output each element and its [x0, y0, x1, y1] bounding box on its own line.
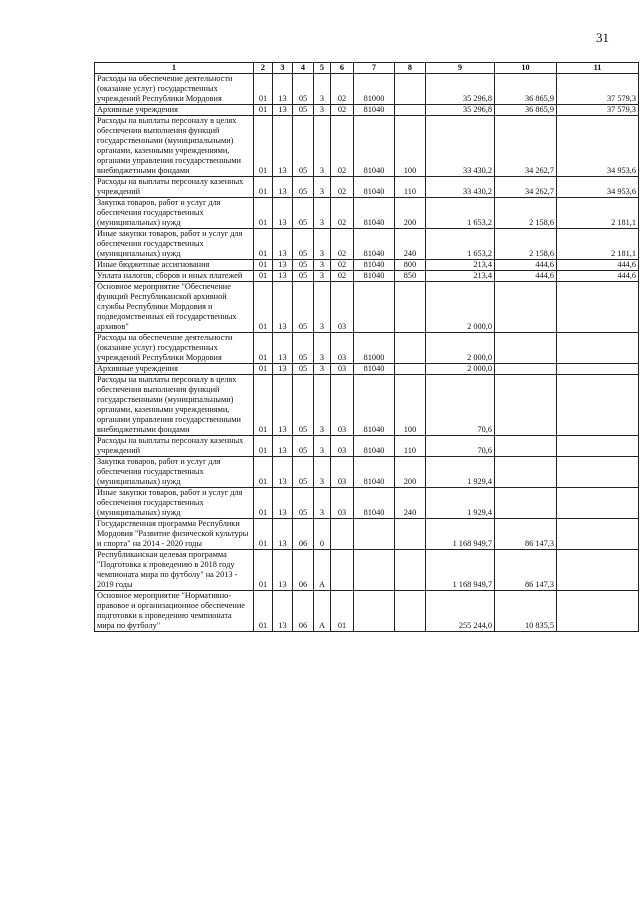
cell-code-3: 13 — [273, 177, 293, 198]
cell-code-6 — [331, 519, 354, 550]
cell-code-5: 3 — [314, 436, 331, 457]
cell-amount-11: 34 953,6 — [557, 177, 639, 198]
table-row — [95, 333, 639, 364]
cell-amount-10 — [495, 436, 557, 457]
cell-code-4: 05 — [293, 198, 314, 229]
cell-code-8 — [395, 519, 426, 550]
cell-code-6: 03 — [331, 375, 354, 436]
row-description: Основное мероприятие "Обеспечение функций Республиканской архивной службы Республики Мордовия и подведомственных ей государственных архивов" — [95, 282, 254, 333]
cell-code-7: 81040 — [354, 364, 395, 375]
cell-code-2: 01 — [254, 229, 273, 260]
cell-code-4: 05 — [293, 375, 314, 436]
cell-amount-11: 34 953,6 — [557, 116, 639, 177]
cell-code-4: 05 — [293, 271, 314, 282]
cell-amount-9: 213,4 — [426, 260, 495, 271]
cell-code-2: 01 — [254, 375, 273, 436]
cell-code-4: 06 — [293, 550, 314, 591]
table-row — [95, 364, 639, 375]
cell-amount-9: 2 000,0 — [426, 282, 495, 333]
row-description: Расходы на выплаты персоналу в целях обеспечения выполнения функций государственными (муниципальными) органами, казенными учреждениями, органами управления государственными внебюджетными фондами — [95, 116, 254, 177]
cell-code-3: 13 — [273, 591, 293, 632]
cell-code-6: 03 — [331, 488, 354, 519]
cell-code-4: 05 — [293, 364, 314, 375]
table-row — [95, 74, 639, 105]
table-row — [95, 488, 639, 519]
cell-code-4: 05 — [293, 116, 314, 177]
cell-amount-10: 86 147,3 — [495, 550, 557, 591]
cell-code-4: 06 — [293, 591, 314, 632]
row-description: Уплата налогов, сборов и иных платежей — [95, 271, 254, 282]
cell-code-4: 05 — [293, 260, 314, 271]
cell-code-6: 03 — [331, 436, 354, 457]
cell-code-7 — [354, 591, 395, 632]
row-description: Закупка товаров, работ и услуг для обеспечения государственных (муниципальных) нужд — [95, 198, 254, 229]
cell-code-4: 06 — [293, 519, 314, 550]
cell-code-3: 13 — [273, 271, 293, 282]
row-description: Расходы на выплаты персоналу казенных учреждений — [95, 436, 254, 457]
cell-amount-11 — [557, 519, 639, 550]
column-header: 6 — [331, 63, 354, 74]
cell-code-6: 01 — [331, 591, 354, 632]
cell-code-8: 100 — [395, 116, 426, 177]
cell-code-4: 05 — [293, 333, 314, 364]
cell-amount-11: 37 579,3 — [557, 74, 639, 105]
row-description: Архивные учреждения — [95, 105, 254, 116]
row-description: Расходы на выплаты персоналу в целях обеспечения выполнения функций государственными (муниципальными) органами, казенными учреждениями, органами управления государственными внебюджетными фондами — [95, 375, 254, 436]
cell-code-6 — [331, 550, 354, 591]
cell-amount-10: 86 147,3 — [495, 519, 557, 550]
cell-amount-9: 35 296,8 — [426, 105, 495, 116]
row-description: Иные бюджетные ассигнования — [95, 260, 254, 271]
cell-code-7 — [354, 550, 395, 591]
row-description: Иные закупки товаров, работ и услуг для обеспечения государственных (муниципальных) нужд — [95, 229, 254, 260]
cell-code-6: 02 — [331, 105, 354, 116]
cell-amount-11: 2 181,1 — [557, 198, 639, 229]
cell-amount-9: 255 244,0 — [426, 591, 495, 632]
cell-amount-11 — [557, 375, 639, 436]
cell-code-8 — [395, 74, 426, 105]
cell-amount-9: 1 653,2 — [426, 198, 495, 229]
table-row — [95, 519, 639, 550]
cell-code-8: 110 — [395, 436, 426, 457]
table-row — [95, 177, 639, 198]
cell-code-2: 01 — [254, 333, 273, 364]
table-row — [95, 105, 639, 116]
cell-code-6: 03 — [331, 457, 354, 488]
cell-code-8 — [395, 550, 426, 591]
cell-code-2: 01 — [254, 436, 273, 457]
cell-code-5: А — [314, 550, 331, 591]
cell-code-6: 02 — [331, 271, 354, 282]
cell-code-4: 05 — [293, 177, 314, 198]
cell-code-5: 3 — [314, 271, 331, 282]
row-description: Иные закупки товаров, работ и услуг для обеспечения государственных (муниципальных) нужд — [95, 488, 254, 519]
row-description: Расходы на обеспечение деятельности (оказание услуг) государственных учреждений Республики Мордовия — [95, 74, 254, 105]
table-row — [95, 271, 639, 282]
cell-amount-11: 2 181,1 — [557, 229, 639, 260]
cell-amount-9: 33 430,2 — [426, 177, 495, 198]
cell-code-8 — [395, 282, 426, 333]
cell-amount-10: 444,6 — [495, 260, 557, 271]
cell-code-3: 13 — [273, 333, 293, 364]
cell-code-7: 81040 — [354, 436, 395, 457]
cell-amount-10 — [495, 364, 557, 375]
table-row — [95, 591, 639, 632]
cell-amount-11 — [557, 457, 639, 488]
cell-code-3: 13 — [273, 364, 293, 375]
cell-code-3: 13 — [273, 260, 293, 271]
cell-code-5: 3 — [314, 488, 331, 519]
cell-code-7 — [354, 282, 395, 333]
cell-code-4: 05 — [293, 74, 314, 105]
table-row — [95, 457, 639, 488]
cell-code-6: 02 — [331, 198, 354, 229]
column-header: 8 — [395, 63, 426, 74]
cell-amount-10 — [495, 457, 557, 488]
cell-amount-9: 1 929,4 — [426, 488, 495, 519]
cell-code-2: 01 — [254, 519, 273, 550]
row-description: Архивные учреждения — [95, 364, 254, 375]
cell-code-2: 01 — [254, 364, 273, 375]
row-description: Государственная программа Республики Мордовия "Развитие физической культуры и спорта" на 2014 - 2020 годы — [95, 519, 254, 550]
cell-code-7: 81000 — [354, 333, 395, 364]
cell-code-6: 03 — [331, 333, 354, 364]
cell-code-3: 13 — [273, 550, 293, 591]
cell-amount-9: 213,4 — [426, 271, 495, 282]
cell-code-4: 05 — [293, 436, 314, 457]
cell-code-2: 01 — [254, 260, 273, 271]
cell-code-3: 13 — [273, 488, 293, 519]
table-row — [95, 229, 639, 260]
cell-amount-10 — [495, 282, 557, 333]
cell-code-6: 02 — [331, 260, 354, 271]
cell-code-3: 13 — [273, 105, 293, 116]
column-header: 5 — [314, 63, 331, 74]
column-header: 7 — [354, 63, 395, 74]
cell-code-2: 01 — [254, 457, 273, 488]
table-row — [95, 550, 639, 591]
cell-amount-11 — [557, 591, 639, 632]
cell-code-7: 81040 — [354, 375, 395, 436]
cell-amount-9: 1 168 949,7 — [426, 519, 495, 550]
cell-code-4: 05 — [293, 457, 314, 488]
column-header: 3 — [273, 63, 293, 74]
row-description: Расходы на выплаты персоналу казенных учреждений — [95, 177, 254, 198]
cell-code-2: 01 — [254, 116, 273, 177]
cell-amount-11: 37 579,3 — [557, 105, 639, 116]
cell-code-2: 01 — [254, 488, 273, 519]
cell-code-7: 81040 — [354, 271, 395, 282]
page-number: 31 — [596, 30, 609, 45]
column-header: 11 — [557, 63, 639, 74]
cell-amount-9: 35 296,8 — [426, 74, 495, 105]
cell-code-8: 850 — [395, 271, 426, 282]
table-row — [95, 375, 639, 436]
cell-code-5: 3 — [314, 116, 331, 177]
cell-code-8 — [395, 333, 426, 364]
row-description: Расходы на обеспечение деятельности (оказание услуг) государственных учреждений Республики Мордовия — [95, 333, 254, 364]
cell-code-7: 81040 — [354, 488, 395, 519]
cell-code-6: 02 — [331, 229, 354, 260]
cell-code-2: 01 — [254, 550, 273, 591]
cell-code-8: 800 — [395, 260, 426, 271]
cell-amount-10 — [495, 375, 557, 436]
column-header: 4 — [293, 63, 314, 74]
cell-code-7 — [354, 519, 395, 550]
cell-code-5: 3 — [314, 198, 331, 229]
cell-code-7: 81040 — [354, 116, 395, 177]
cell-amount-10: 10 835,5 — [495, 591, 557, 632]
cell-amount-10: 36 865,9 — [495, 105, 557, 116]
cell-code-8: 200 — [395, 198, 426, 229]
cell-code-5: 3 — [314, 229, 331, 260]
cell-amount-11 — [557, 488, 639, 519]
table-row — [95, 260, 639, 271]
cell-code-8 — [395, 591, 426, 632]
cell-code-7: 81040 — [354, 457, 395, 488]
cell-code-7: 81000 — [354, 74, 395, 105]
cell-code-5: 3 — [314, 177, 331, 198]
cell-code-5: 3 — [314, 457, 331, 488]
cell-code-3: 13 — [273, 436, 293, 457]
cell-amount-10: 2 158,6 — [495, 229, 557, 260]
cell-amount-11: 444,6 — [557, 271, 639, 282]
cell-amount-11 — [557, 364, 639, 375]
cell-code-8: 110 — [395, 177, 426, 198]
column-header: 2 — [254, 63, 273, 74]
cell-code-3: 13 — [273, 282, 293, 333]
cell-code-2: 01 — [254, 74, 273, 105]
cell-code-4: 05 — [293, 488, 314, 519]
cell-code-7: 81040 — [354, 229, 395, 260]
row-description: Закупка товаров, работ и услуг для обеспечения государственных (муниципальных) нужд — [95, 457, 254, 488]
cell-amount-9: 1 929,4 — [426, 457, 495, 488]
cell-amount-11 — [557, 436, 639, 457]
cell-amount-11 — [557, 282, 639, 333]
cell-amount-9: 1 168 949,7 — [426, 550, 495, 591]
cell-code-5: 0 — [314, 519, 331, 550]
cell-amount-10: 36 865,9 — [495, 74, 557, 105]
cell-amount-11 — [557, 550, 639, 591]
cell-code-6: 02 — [331, 116, 354, 177]
cell-code-3: 13 — [273, 198, 293, 229]
cell-code-3: 13 — [273, 74, 293, 105]
table-row — [95, 282, 639, 333]
cell-code-7: 81040 — [354, 198, 395, 229]
cell-amount-9: 33 430,2 — [426, 116, 495, 177]
table-row — [95, 198, 639, 229]
cell-amount-9: 2 000,0 — [426, 364, 495, 375]
cell-amount-10: 34 262,7 — [495, 177, 557, 198]
cell-code-2: 01 — [254, 105, 273, 116]
cell-amount-10: 34 262,7 — [495, 116, 557, 177]
cell-code-5: 3 — [314, 105, 331, 116]
column-header: 9 — [426, 63, 495, 74]
cell-code-8 — [395, 105, 426, 116]
cell-code-3: 13 — [273, 375, 293, 436]
cell-code-2: 01 — [254, 282, 273, 333]
table-row — [95, 436, 639, 457]
cell-code-7: 81040 — [354, 260, 395, 271]
cell-amount-9: 1 653,2 — [426, 229, 495, 260]
cell-code-2: 01 — [254, 271, 273, 282]
cell-code-3: 13 — [273, 229, 293, 260]
cell-code-8 — [395, 364, 426, 375]
cell-code-5: А — [314, 591, 331, 632]
cell-code-7: 81040 — [354, 177, 395, 198]
column-header: 10 — [495, 63, 557, 74]
cell-amount-11: 444,6 — [557, 260, 639, 271]
budget-table — [94, 62, 639, 632]
cell-code-5: 3 — [314, 74, 331, 105]
cell-amount-10: 2 158,6 — [495, 198, 557, 229]
cell-code-8: 100 — [395, 375, 426, 436]
cell-amount-9: 2 000,0 — [426, 333, 495, 364]
cell-code-5: 3 — [314, 364, 331, 375]
cell-code-2: 01 — [254, 198, 273, 229]
column-header: 1 — [95, 63, 254, 74]
cell-amount-9: 70,6 — [426, 375, 495, 436]
cell-amount-9: 70,6 — [426, 436, 495, 457]
cell-code-2: 01 — [254, 591, 273, 632]
cell-amount-11 — [557, 333, 639, 364]
cell-amount-10 — [495, 333, 557, 364]
cell-code-3: 13 — [273, 519, 293, 550]
cell-code-6: 02 — [331, 177, 354, 198]
cell-code-4: 05 — [293, 229, 314, 260]
table-row — [95, 116, 639, 177]
cell-code-8: 240 — [395, 229, 426, 260]
cell-code-5: 3 — [314, 375, 331, 436]
cell-code-8: 200 — [395, 457, 426, 488]
cell-code-5: 3 — [314, 282, 331, 333]
cell-code-4: 05 — [293, 282, 314, 333]
cell-code-3: 13 — [273, 116, 293, 177]
cell-code-4: 05 — [293, 105, 314, 116]
cell-code-6: 03 — [331, 364, 354, 375]
row-description: Основное мероприятие "Нормативно-правовое и организационное обеспечение подготовки к проведению чемпионата мира по футболу" — [95, 591, 254, 632]
cell-code-2: 01 — [254, 177, 273, 198]
row-description: Республиканская целевая программа "Подготовка к проведению в 2018 году чемпионата мира по футболу" на 2013 - 2019 годы — [95, 550, 254, 591]
cell-code-6: 03 — [331, 282, 354, 333]
cell-amount-10 — [495, 488, 557, 519]
cell-code-5: 3 — [314, 260, 331, 271]
cell-code-5: 3 — [314, 333, 331, 364]
cell-code-3: 13 — [273, 457, 293, 488]
cell-code-6: 02 — [331, 74, 354, 105]
cell-amount-10: 444,6 — [495, 271, 557, 282]
cell-code-7: 81040 — [354, 105, 395, 116]
header-row — [95, 63, 639, 74]
cell-code-8: 240 — [395, 488, 426, 519]
